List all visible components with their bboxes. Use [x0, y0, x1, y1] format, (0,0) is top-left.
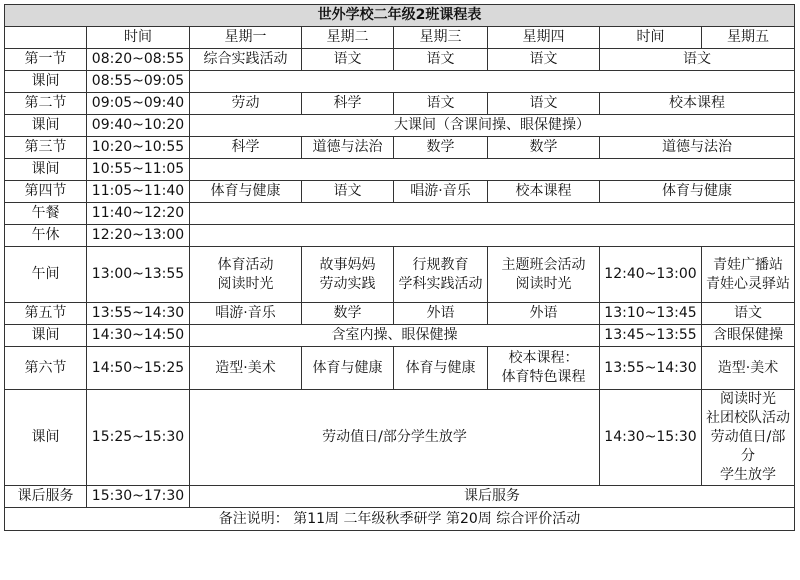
period-time: 15:25~15:30	[87, 390, 190, 486]
period-time: 12:20~13:00	[87, 225, 190, 247]
thursday-cell: 语文	[488, 93, 600, 115]
header-time: 时间	[87, 27, 190, 49]
friday-cell: 阅读时光 社团校队活动 劳动值日/部分 学生放学	[702, 390, 795, 486]
tuesday-cell: 科学	[302, 93, 394, 115]
monday-cell: 综合实践活动	[190, 49, 302, 71]
friday-cell: 语文	[600, 49, 795, 71]
thursday-cell: 校本课程： 体育特色课程	[488, 347, 600, 390]
period-time: 10:55~11:05	[87, 159, 190, 181]
table-row	[5, 93, 795, 115]
period-time: 15:30~17:30	[87, 486, 190, 508]
tuesday-cell: 语文	[302, 49, 394, 71]
friday-cell: 造型·美术	[702, 347, 795, 390]
break-cell: 大课间（含课间操、眼保健操）	[190, 115, 795, 137]
friday-time-cell: 13:45~13:55	[600, 325, 702, 347]
period-label: 第五节	[5, 303, 87, 325]
period-label: 课间	[5, 71, 87, 93]
header-corner	[5, 27, 87, 49]
header-friday-time: 时间	[600, 27, 702, 49]
wednesday-cell: 行规教育 学科实践活动	[394, 247, 488, 303]
friday-cell: 青娃广播站 青娃心灵驿站	[702, 247, 795, 303]
header-monday: 星期一	[190, 27, 302, 49]
header-friday: 星期五	[702, 27, 795, 49]
table-row	[5, 486, 795, 508]
thursday-cell: 主题班会活动 阅读时光	[488, 247, 600, 303]
thursday-cell: 语文	[488, 49, 600, 71]
thursday-cell: 数学	[488, 137, 600, 159]
friday-time-cell: 12:40~13:00	[600, 247, 702, 303]
period-time: 10:20~10:55	[87, 137, 190, 159]
after-school-cell: 课后服务	[190, 486, 795, 508]
friday-cell: 含眼保健操	[702, 325, 795, 347]
period-label: 午休	[5, 225, 87, 247]
wednesday-cell: 语文	[394, 93, 488, 115]
schedule-title: 世外学校二年级2班课程表	[5, 5, 795, 27]
friday-time-cell: 14:30~15:30	[600, 390, 702, 486]
table-row	[5, 49, 795, 71]
break-cell	[190, 203, 795, 225]
table-row	[5, 225, 795, 247]
table-row	[5, 115, 795, 137]
monday-cell: 劳动	[190, 93, 302, 115]
table-row	[5, 303, 795, 325]
period-time: 14:30~14:50	[87, 325, 190, 347]
table-row	[5, 203, 795, 225]
remarks-note: 备注说明： 第11周 二年级秋季研学 第20周 综合评价活动	[5, 508, 795, 531]
period-label: 午间	[5, 247, 87, 303]
period-label: 课间	[5, 325, 87, 347]
header-wednesday: 星期三	[394, 27, 488, 49]
header-thursday: 星期四	[488, 27, 600, 49]
thursday-cell: 外语	[488, 303, 600, 325]
thursday-cell: 校本课程	[488, 181, 600, 203]
break-cell	[190, 159, 795, 181]
period-time: 13:55~14:30	[87, 303, 190, 325]
friday-cell: 语文	[702, 303, 795, 325]
period-time: 09:05~09:40	[87, 93, 190, 115]
friday-cell: 道德与法治	[600, 137, 795, 159]
wednesday-cell: 唱游·音乐	[394, 181, 488, 203]
tuesday-cell: 道德与法治	[302, 137, 394, 159]
period-label: 第一节	[5, 49, 87, 71]
tuesday-cell: 数学	[302, 303, 394, 325]
table-row	[5, 325, 795, 347]
period-label: 课后服务	[5, 486, 87, 508]
friday-cell: 校本课程	[600, 93, 795, 115]
table-row	[5, 181, 795, 203]
monday-cell: 体育活动 阅读时光	[190, 247, 302, 303]
period-time: 13:00~13:55	[87, 247, 190, 303]
period-label: 课间	[5, 159, 87, 181]
wednesday-cell: 体育与健康	[394, 347, 488, 390]
monday-cell: 体育与健康	[190, 181, 302, 203]
table-row	[5, 390, 795, 486]
period-label: 课间	[5, 115, 87, 137]
period-label: 第六节	[5, 347, 87, 390]
schedule-table	[4, 4, 795, 531]
table-row	[5, 159, 795, 181]
header-row	[5, 27, 795, 49]
period-label: 课间	[5, 390, 87, 486]
friday-time-cell: 13:55~14:30	[600, 347, 702, 390]
period-time: 11:05~11:40	[87, 181, 190, 203]
period-label: 第二节	[5, 93, 87, 115]
tuesday-cell: 故事妈妈 劳动实践	[302, 247, 394, 303]
monday-cell: 造型·美术	[190, 347, 302, 390]
table-row	[5, 247, 795, 303]
period-time: 11:40~12:20	[87, 203, 190, 225]
period-label: 午餐	[5, 203, 87, 225]
break-cell	[190, 225, 795, 247]
period-time: 14:50~15:25	[87, 347, 190, 390]
period-label: 第四节	[5, 181, 87, 203]
period-label: 第三节	[5, 137, 87, 159]
table-row	[5, 137, 795, 159]
wednesday-cell: 语文	[394, 49, 488, 71]
monday-cell: 唱游·音乐	[190, 303, 302, 325]
period-time: 08:55~09:05	[87, 71, 190, 93]
wednesday-cell: 数学	[394, 137, 488, 159]
monday-cell: 科学	[190, 137, 302, 159]
header-tuesday: 星期二	[302, 27, 394, 49]
table-row	[5, 347, 795, 390]
period-time: 09:40~10:20	[87, 115, 190, 137]
friday-time-cell: 13:10~13:45	[600, 303, 702, 325]
break-cell: 含室内操、眼保健操	[190, 325, 600, 347]
tuesday-cell: 语文	[302, 181, 394, 203]
tuesday-cell: 体育与健康	[302, 347, 394, 390]
break-cell	[190, 71, 795, 93]
break-cell: 劳动值日/部分学生放学	[190, 390, 600, 486]
period-time: 08:20~08:55	[87, 49, 190, 71]
friday-cell: 体育与健康	[600, 181, 795, 203]
table-row	[5, 71, 795, 93]
wednesday-cell: 外语	[394, 303, 488, 325]
schedule-container	[4, 4, 794, 531]
